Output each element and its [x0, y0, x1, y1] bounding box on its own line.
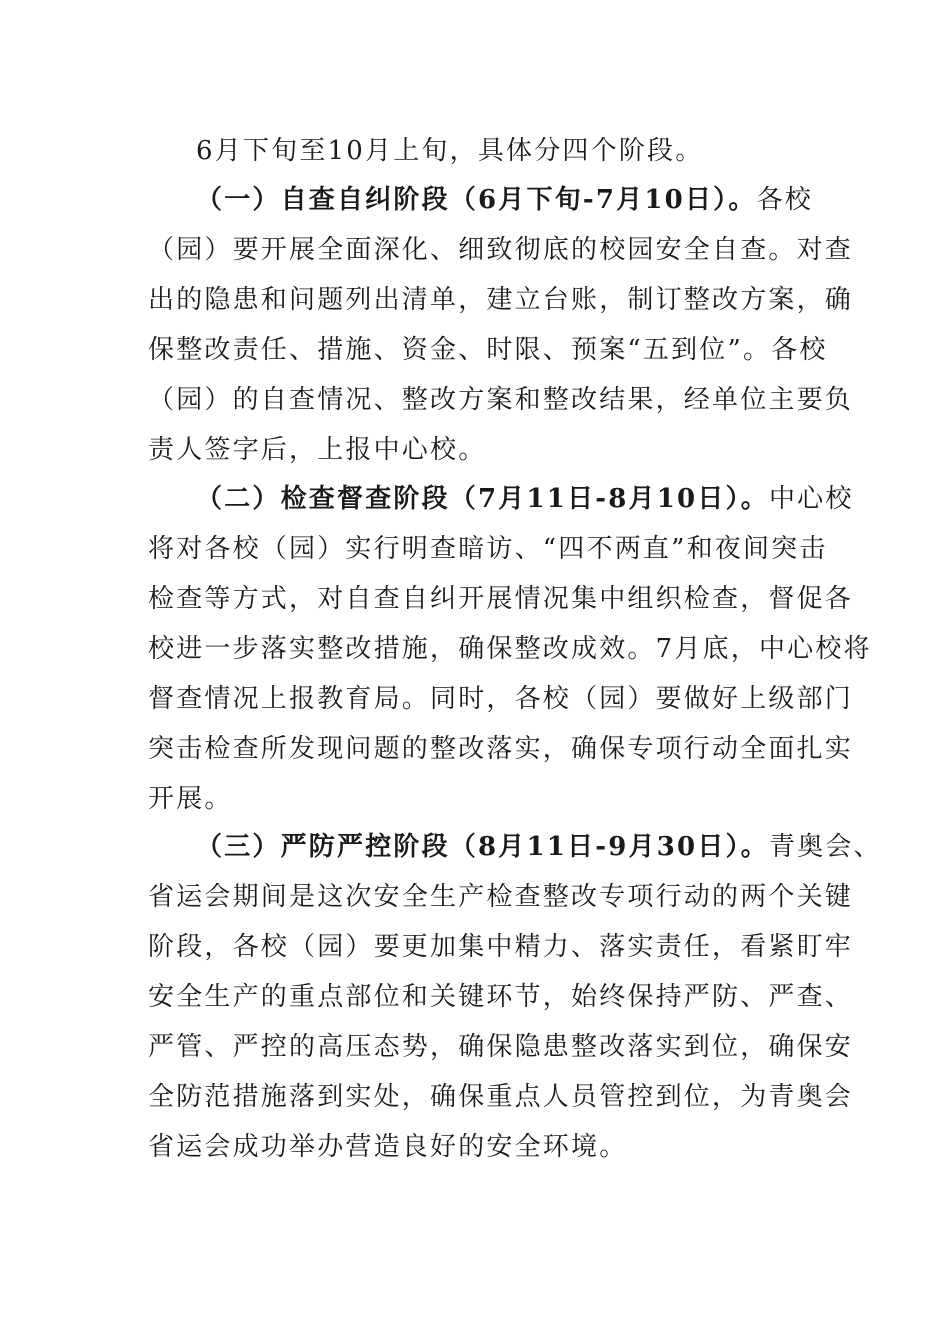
section-3-line: 阶段，各校（园）要更加集中精力、落实责任，看紧盯牢: [148, 932, 854, 962]
section-1-text: 各校: [756, 185, 813, 215]
section-3-text: 青奥会、: [768, 832, 882, 862]
section-1-line: （园）的自查情况、整改方案和整改结果，经单位主要负: [148, 385, 854, 415]
section-3-first-line: [196, 830, 882, 864]
intro-line: 6月下旬至10月上旬，具体分四个阶段。: [196, 136, 704, 166]
section-1-line: 保整改责任、措施、资金、时限、预案“五到位”。各校: [148, 335, 828, 365]
section-3-line: 省运会期间是这次安全生产检查整改专项行动的两个关键: [148, 882, 854, 912]
section-3-line: 安全生产的重点部位和关键环节，始终保持严防、严查、: [148, 982, 854, 1012]
section-3-line: 严管、严控的高压态势，确保隐患整改落实到位，确保安: [148, 1032, 854, 1062]
section-2-line: 校进一步落实整改措施，确保整改成效。7月底，中心校将: [148, 634, 872, 664]
section-2-heading: （二）检查督查阶段（7月11日-8月10日）。: [196, 484, 769, 514]
section-3-heading: （三）严防严控阶段（8月11日-9月30日）。: [196, 832, 769, 862]
section-1-first-line: [196, 183, 838, 217]
section-2-line: 开展。: [148, 784, 233, 814]
section-1-line: 出的隐患和问题列出清单，建立台账，制订整改方案，确: [148, 285, 854, 315]
section-2-line: 督查情况上报教育局。同时，各校（园）要做好上级部门: [148, 684, 854, 714]
section-1-line: （园）要开展全面深化、细致彻底的校园安全自查。对查: [148, 235, 854, 265]
section-2-line: 突击检查所发现问题的整改落实，确保专项行动全面扎实: [148, 734, 854, 764]
section-3-line: 省运会成功举办营造良好的安全环境。: [148, 1132, 628, 1162]
section-3-line: 全防范措施落到实处，确保重点人员管控到位，为青奥会: [148, 1082, 854, 1112]
section-2-text: 中心校: [768, 484, 854, 514]
section-2-line: 将对各校（园）实行明查暗访、“四不两直”和夜间突击: [148, 534, 828, 564]
section-2-line: 检查等方式，对自查自纠开展情况集中组织检查，督促各: [148, 584, 854, 614]
section-1-line: 责人签字后，上报中心校。: [148, 435, 487, 465]
section-2-first-line: [196, 482, 854, 516]
section-1-heading: （一）自查自纠阶段（6月下旬-7月10日）。: [196, 185, 757, 215]
